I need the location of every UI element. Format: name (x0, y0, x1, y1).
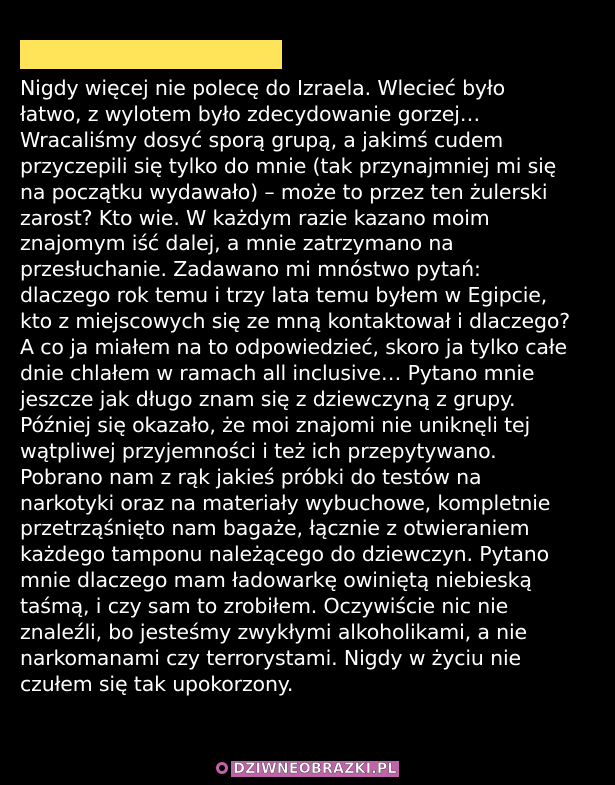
watermark (0, 760, 615, 778)
story-text: Nigdy więcej nie polecę do Izraela. Wlecieć było łatwo, z wylotem było zdecydowanie gorzej… Wracaliśmy dosyć sporą grupą, a jakimś cudem przyczepili się tylko do mnie (tak przynajmniej mi się na początku wydawało) – może to przez ten żulerski zarost? Kto wie. W każdym razie kazano moim znajomym iść dalej, a mnie zatrzymano na przesłuchanie. Zadawano mi mnóstwo pytań: dlaczego rok temu i trzy lata temu byłem w Egipcie, kto z miejscowych się ze mną kontaktował i dlaczego? A co ja miałem na to odpowiedzieć, skoro ja tylko całe dnie chlałem w ramach all inclusive… Pytano mnie jeszcze jak długo znam się z dziewczyną z grupy. Później się okazało, że moi znajomi nie uniknęli tej wątpliwej przyjemności i też ich przepytywano. Pobrano nam z rąk jakieś próbki do testów na narkotyki oraz na materiały wybuchowe, kompletnie przetrząśnięto nam bagaże, łącznie z otwieraniem każdego tamponu należącego do dziewczyn. Pytano mnie dlaczego mam ładowarkę owiniętą niebieską taśmą, i czy sam to zrobiłem. Oczywiście nic nie znaleźli, bo jesteśmy zwykłymi alkoholikami, a nie narkomanami czy terrorystami. Nigdy w życiu nie czułem się tak upokorzony. (20, 76, 570, 696)
logo-icon (216, 762, 228, 774)
yellow-highlight-bar (20, 40, 282, 69)
watermark-text: DZIWNEOBRAZKI.PL (233, 761, 397, 777)
